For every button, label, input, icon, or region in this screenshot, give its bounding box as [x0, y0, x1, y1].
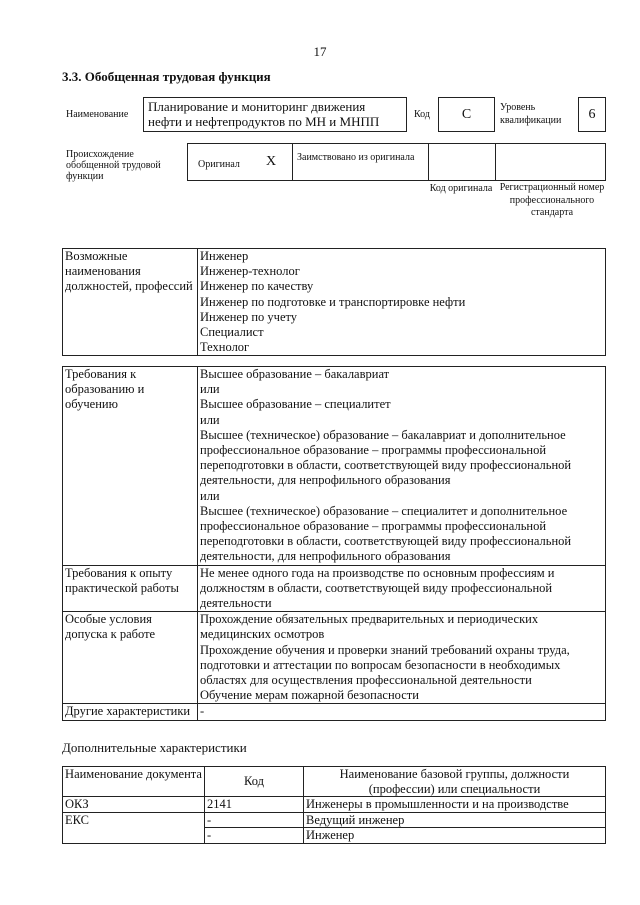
positions-label: Возможные наименования должностей, профессий [63, 249, 198, 356]
level-label: Уровень квалификации [500, 102, 562, 126]
experience-content: Не менее одного года на производстве по основным профессиям и должностям в области, соответствующей виду профессиональной деятельности [198, 565, 606, 612]
origin-label: Происхождение обобщенной трудовой функции [66, 149, 161, 182]
row-group: Ведущий инженер [304, 812, 606, 828]
row-group: Инженеры в промышленности и на производстве [304, 797, 606, 813]
education-label: Требования к образованию и обучению [63, 367, 198, 566]
row-document: ЕКС [63, 812, 205, 843]
education-line: или [200, 488, 220, 503]
code-label: Код [414, 109, 430, 120]
condition-line: Обучение мерам пожарной безопасности [200, 688, 419, 703]
reg-number-caption: Регистрационный номер профессионального стандарта [499, 182, 605, 218]
condition-line: Прохождение обучения и проверки знаний требований охраны труда, подготовки и аттестации по вопросам безопасности в необходимых областях для осуществления профессиональной деятельности [200, 642, 570, 688]
position-item: Инженер по качеству [200, 279, 314, 294]
education-line: или [200, 382, 220, 397]
education-content [198, 367, 606, 566]
row-document: ОКЗ [63, 797, 205, 813]
header-code: Код [205, 767, 304, 797]
position-item: Специалист [200, 325, 264, 340]
position-item: Инженер по учету [200, 309, 298, 324]
condition-line: Прохождение обязательных предварительных и периодических медицинских осмотров [200, 612, 539, 642]
positions-table [62, 248, 606, 356]
special-conditions-label: Особые условия допуска к работе [63, 612, 198, 704]
positions-list [198, 249, 606, 356]
section-title: 3.3. Обобщенная трудовая функция [62, 69, 271, 84]
code-original-caption: Код оригинала [429, 183, 493, 194]
code-value: С [438, 97, 495, 132]
education-line: Высшее образование – специалитет [200, 397, 391, 412]
education-line: Высшее образование – бакалавриат [200, 367, 390, 381]
education-line: или [200, 412, 220, 427]
education-line: Высшее (техническое) образование – бакалавриат и дополнительное профессиональное образование – программы профессиональной переподготовки в области, соответствующей виду профессиональной деятельности, для непрофильного образования [200, 427, 572, 488]
other-content: - [198, 704, 606, 720]
original-label: Оригинал [198, 159, 240, 170]
header-document: Наименование документа [63, 767, 205, 797]
name-label: Наименование [66, 109, 129, 120]
level-value: 6 [578, 97, 606, 132]
experience-label: Требования к опыту практической работы [63, 565, 198, 612]
original-mark: Х [266, 154, 277, 169]
row-code: - [205, 828, 304, 844]
additional-title: Дополнительные характеристики [62, 740, 247, 755]
other-label: Другие характеристики [63, 704, 198, 720]
position-item: Технолог [200, 340, 250, 355]
page-number: 17 [313, 44, 327, 59]
borrowed-label: Заимствовано из оригинала [297, 152, 415, 163]
position-item: Инженер по подготовке и транспортировке нефти [200, 294, 466, 309]
position-item: Инженер [200, 249, 249, 263]
special-conditions-content [198, 612, 606, 704]
row-code: - [205, 812, 304, 828]
education-line: Высшее (техническое) образование – специалитет и дополнительное профессиональное образование – программы профессиональной переподготовки в области, соответствующей виду профессиональной деятельности, для непрофильного образования [200, 503, 572, 564]
row-group: Инженер [304, 828, 606, 844]
requirements-table [62, 366, 606, 721]
position-item: Инженер-технолог [200, 264, 300, 279]
additional-table [62, 766, 606, 844]
function-name: Планирование и мониторинг движения нефти и нефтепродуктов по МН и МНПП [143, 97, 407, 132]
row-code: 2141 [205, 797, 304, 813]
header-group: Наименование базовой группы, должности (профессии) или специальности [304, 767, 606, 797]
